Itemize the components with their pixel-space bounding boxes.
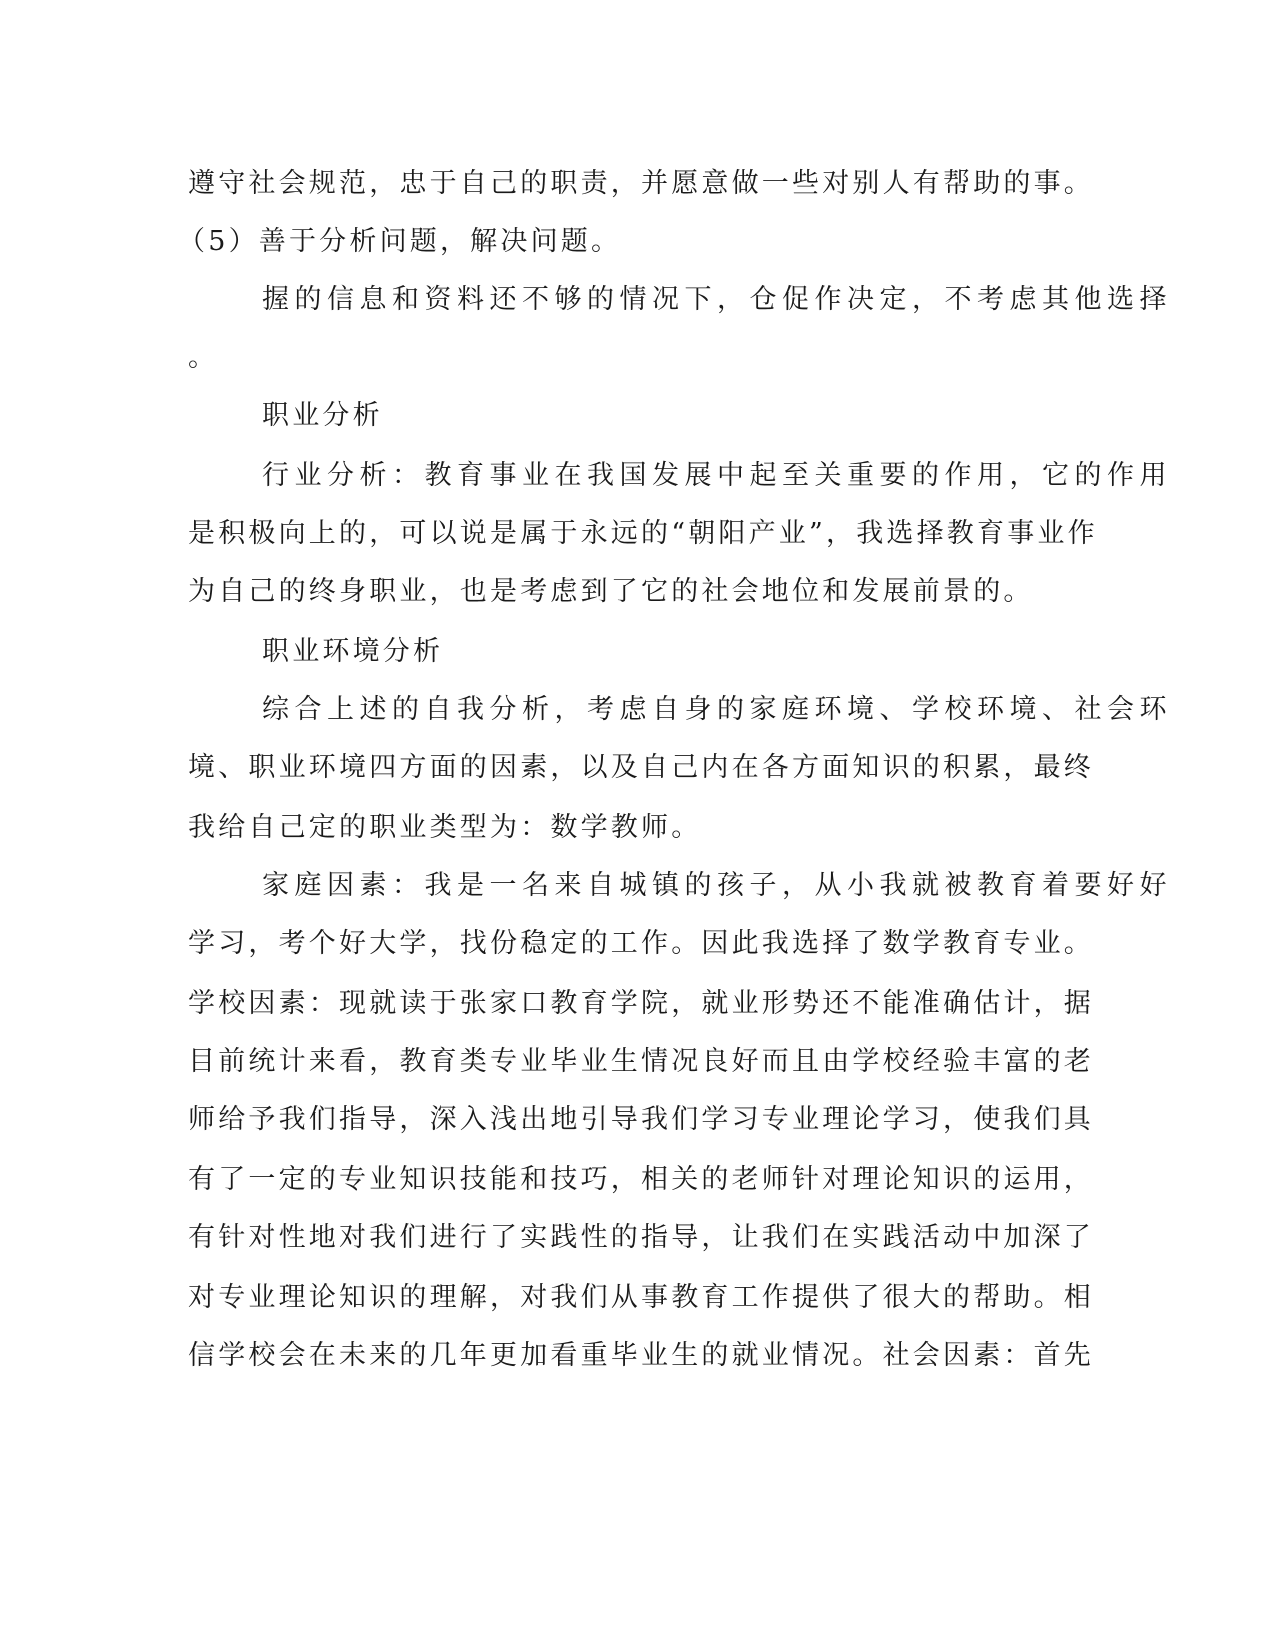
text-line: 对专业理论知识的理解，对我们从事教育工作提供了很大的帮助。相 <box>188 1282 1094 1313</box>
text-line: 家庭因素：我是一名来自城镇的孩子，从小我就被教育着要好好 <box>262 870 1172 901</box>
text-line: 是积极向上的，可以说是属于永远的“朝阳产业”，我选择教育事业作 <box>188 518 1098 549</box>
section-heading: 职业分析 <box>262 400 383 431</box>
text-line: 有了一定的专业知识技能和技巧，相关的老师针对理论知识的运用， <box>188 1164 1094 1195</box>
text-line: 我给自己定的职业类型为：数学教师。 <box>188 812 702 843</box>
section-heading: 职业环境分析 <box>262 636 444 667</box>
text-line: 师给予我们指导，深入浅出地引导我们学习专业理论学习，使我们具 <box>188 1104 1094 1135</box>
text-line: 境、职业环境四方面的因素，以及自己内在各方面知识的积累，最终 <box>188 752 1094 783</box>
text-line: 。 <box>188 342 219 373</box>
text-line: 学校因素：现就读于张家口教育学院，就业形势还不能准确估计，据 <box>188 988 1094 1019</box>
text-line: 信学校会在未来的几年更加看重毕业生的就业情况。社会因素：首先 <box>188 1340 1094 1371</box>
text-line: 行业分析：教育事业在我国发展中起至关重要的作用，它的作用 <box>262 460 1172 491</box>
text-line: 学习，考个好大学，找份稳定的工作。因此我选择了数学教育专业。 <box>188 928 1094 959</box>
text-line: 有针对性地对我们进行了实践性的指导，让我们在实践活动中加深了 <box>188 1222 1094 1253</box>
text-line: 握的信息和资料还不够的情况下，仓促作决定，不考虑其他选择 <box>262 284 1172 315</box>
text-line: 目前统计来看，教育类专业毕业生情况良好而且由学校经验丰富的老 <box>188 1046 1094 1077</box>
text-line: 综合上述的自我分析，考虑自身的家庭环境、学校环境、社会环 <box>262 694 1172 725</box>
text-line: （5）善于分析问题，解决问题。 <box>178 226 622 257</box>
text-line: 遵守社会规范，忠于自己的职责，并愿意做一些对别人有帮助的事。 <box>188 168 1094 199</box>
text-line: 为自己的终身职业，也是考虑到了它的社会地位和发展前景的。 <box>188 576 1034 607</box>
